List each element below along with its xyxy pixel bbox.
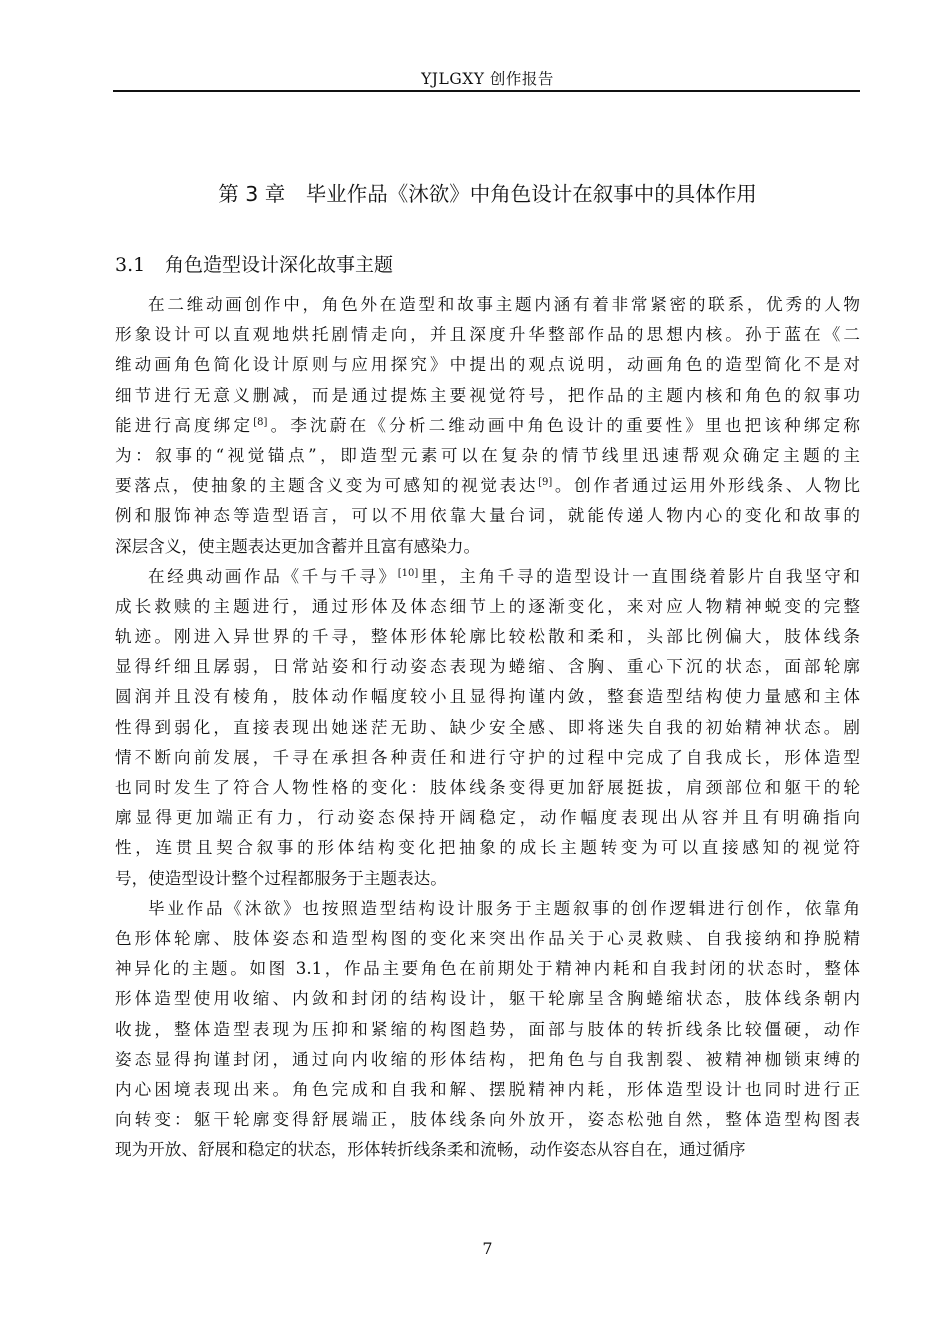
text-line — [115, 713, 860, 743]
text-line — [115, 682, 860, 712]
text-line — [115, 743, 860, 773]
paragraph — [115, 562, 860, 894]
text-line — [115, 1015, 860, 1045]
line-text: 要落点，使抽象的主题含义变为可感知的视觉表达 — [115, 476, 539, 496]
line-text-continued: 里，主角千寻的造型设计一直围绕着影片自我坚守和 — [418, 566, 861, 586]
line-text: 在经典动画作品《千与千寻》 — [148, 566, 398, 586]
running-header: YJLGXY 创作报告 — [421, 70, 554, 88]
text-line — [115, 622, 860, 652]
text-line — [115, 562, 860, 592]
line-text: 例和服饰神态等造型语言，可以不用依靠大量台词，就能传递人物内心的变化和故事的 — [115, 506, 860, 526]
line-text: 能进行高度绑定 — [115, 415, 254, 435]
line-text: 显得纤细且孱弱，日常站姿和行动姿态表现为蜷缩、含胸、重心下沉的状态，面部轮廓 — [115, 657, 860, 677]
line-text: 细节进行无意义删减，而是通过提炼主要视觉符号，把作品的主题内核和角色的叙事功 — [115, 385, 860, 405]
line-text: 姿态显得拘谨封闭，通过向内收缩的形体结构，把角色与自我割裂、被精神枷锁束缚的 — [115, 1049, 860, 1069]
text-line — [115, 1135, 860, 1165]
text-line — [115, 411, 860, 441]
text-line — [115, 441, 860, 471]
line-text: 为：叙事的“视觉锚点”，即造型元素可以在复杂的情节线里迅速帮观众确定主题的主 — [115, 445, 860, 465]
text-line — [115, 803, 860, 833]
line-text: 形象设计可以直观地烘托剧情走向，并且深度升华整部作品的思想内核。孙于蓝在《二 — [115, 325, 860, 345]
text-line — [115, 381, 860, 411]
page-number: 7 — [482, 1239, 493, 1258]
line-text: 收拢，整体造型表现为压抑和紧缩的构图趋势，面部与肢体的转折线条比较僵硬，动作 — [115, 1019, 860, 1039]
text-line — [115, 592, 860, 622]
line-text: 形体造型使用收缩、内敛和封闭的结构设计，躯干轮廓呈含胸蜷缩状态，肢体线条朝内 — [115, 989, 860, 1009]
line-text: 号，使造型设计整个过程都服务于主题表达。 — [115, 868, 447, 888]
text-line — [115, 532, 860, 562]
line-text: 毕业作品《沐欲》也按照造型结构设计服务于主题叙事的创作逻辑进行创作，依靠角 — [148, 898, 860, 918]
text-line — [115, 1045, 860, 1075]
paragraph — [115, 290, 860, 562]
line-text-continued: 。李沈蔚在《分析二维动画中角色设计的重要性》里也把该种绑定称 — [267, 415, 860, 435]
text-line — [115, 471, 860, 501]
text-line — [115, 1105, 860, 1135]
line-text: 性，连贯且契合叙事的形体结构变化把抽象的成长主题转变为可以直接感知的视觉符 — [115, 838, 860, 858]
text-line — [115, 652, 860, 682]
line-text: 廓显得更加端正有力，行动姿态保持开阔稳定，动作幅度表现出从容并且有明确指向 — [115, 808, 860, 828]
text-line — [115, 894, 860, 924]
text-line — [115, 773, 860, 803]
line-text: 轨迹。刚进入异世界的千寻，整体形体轮廓比较松散和柔和，头部比例偏大，肢体线条 — [115, 627, 860, 647]
line-text: 深层含义，使主题表达更加含蓄并且富有感染力。 — [115, 536, 481, 556]
line-text: 色形体轮廓、肢体姿态和造型构图的变化来突出作品关于心灵救赎、自我接纳和挣脱精 — [115, 928, 860, 948]
line-text: 在二维动画创作中，角色外在造型和故事主题内涵有着非常紧密的联系，优秀的人物 — [148, 295, 860, 314]
text-line — [115, 924, 860, 954]
line-text: 也同时发生了符合人物性格的变化：肢体线条变得更加舒展挺拔，肩颈部位和躯干的轮 — [115, 778, 860, 797]
citation-ref[interactable]: [8] — [253, 416, 268, 428]
text-line — [115, 954, 860, 984]
section-title: 角色造型设计深化故事主题 — [165, 254, 394, 276]
line-text-continued: 。创作者通过运用外形线条、人物比 — [552, 476, 861, 496]
line-text: 现为开放、舒展和稳定的状态，形体转折线条柔和流畅，动作姿态从容自在，通过循序 — [115, 1140, 746, 1160]
text-line — [115, 833, 860, 863]
text-line — [115, 984, 860, 1014]
line-text: 圆润并且没有棱角，肢体动作幅度较小且显得拘谨内敛，整套造型结构使力量感和主体 — [115, 687, 860, 707]
line-text: 向转变：躯干轮廓变得舒展端正，肢体线条向外放开，姿态松弛自然，整体造型构图表 — [115, 1110, 860, 1130]
line-text: 成长救赎的主题进行，通过形体及体态细节上的逐渐变化，来对应人物精神蜕变的完整 — [115, 596, 860, 616]
text-line — [115, 864, 860, 894]
line-text: 内心困境表现出来。角色完成和自我和解、摆脱精神内耗，形体造型设计也同时进行正 — [115, 1079, 860, 1099]
section-number: 3.1 — [115, 254, 146, 276]
line-text: 神异化的主题。如图 3.1，作品主要角色在前期处于精神内耗和自我封闭的状态时，整体 — [115, 959, 860, 979]
section-heading — [115, 250, 860, 280]
text-line — [115, 320, 860, 350]
text-line — [115, 350, 860, 380]
line-text: 性得到弱化，直接表现出她迷茫无助、缺少安全感、即将迷失自我的初始精神状态。剧 — [115, 717, 860, 737]
body-text — [115, 290, 860, 1165]
line-text: 维动画角色简化设计原则与应用探究》中提出的观点说明，动画角色的造型简化不是对 — [115, 355, 860, 375]
text-line — [115, 290, 860, 320]
paragraph — [115, 894, 860, 1166]
header-rule — [113, 90, 860, 92]
chapter-title: 第 3 章 毕业作品《沐欲》中角色设计在叙事中的具体作用 — [218, 182, 757, 206]
line-text: 情不断向前发展，千寻在承担各种责任和进行守护的过程中完成了自我成长，形体造型 — [115, 747, 860, 767]
citation-ref[interactable]: [10] — [397, 567, 419, 579]
text-line — [115, 501, 860, 531]
text-line — [115, 1075, 860, 1105]
citation-ref[interactable]: [9] — [538, 477, 553, 489]
